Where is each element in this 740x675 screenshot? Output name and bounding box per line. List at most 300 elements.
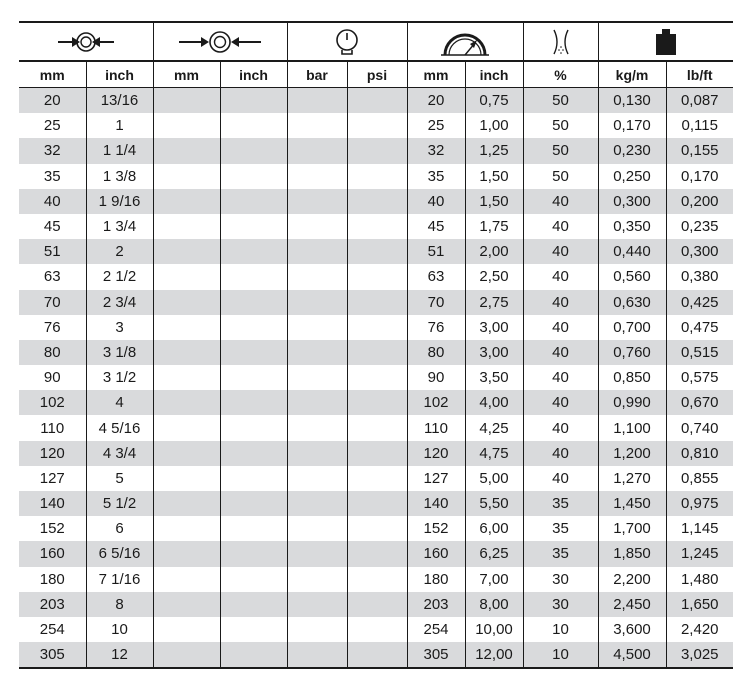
table-cell bbox=[220, 214, 287, 239]
table-cell bbox=[220, 642, 287, 668]
table-cell: 0,855 bbox=[666, 466, 733, 491]
table-cell: 0,087 bbox=[666, 88, 733, 114]
table-cell: 3,025 bbox=[666, 642, 733, 668]
table-cell: 3,00 bbox=[465, 315, 523, 340]
table-cell bbox=[347, 441, 407, 466]
table-cell bbox=[347, 340, 407, 365]
table-cell: 25 bbox=[43, 117, 61, 135]
table-cell: 180 bbox=[39, 570, 65, 588]
table-cell: 4,75 bbox=[465, 441, 523, 466]
table-row bbox=[19, 516, 733, 541]
table-cell: 1,00 bbox=[465, 113, 523, 138]
pressure-gauge-icon bbox=[332, 27, 362, 57]
table-cell: 0,670 bbox=[666, 390, 733, 415]
table-cell bbox=[220, 567, 287, 592]
table-cell bbox=[347, 365, 407, 390]
table-cell: 2 1/2 bbox=[86, 264, 153, 289]
table-cell bbox=[153, 88, 220, 114]
table-cell: 0,130 bbox=[598, 88, 666, 114]
table-cell: 1,480 bbox=[666, 567, 733, 592]
table-cell: 20 bbox=[19, 88, 86, 114]
table-cell: 1 1/4 bbox=[86, 138, 153, 163]
table-cell: 1,50 bbox=[465, 189, 523, 214]
table-cell: 51 bbox=[19, 239, 86, 264]
table-cell bbox=[220, 138, 287, 163]
hose-inner-diameter-icon bbox=[56, 30, 116, 54]
table-cell bbox=[220, 466, 287, 491]
unit-header: kg/m bbox=[598, 61, 666, 88]
table-cell bbox=[153, 516, 220, 541]
table-cell bbox=[347, 466, 407, 491]
table-cell: 0,115 bbox=[666, 113, 733, 138]
table-cell: 40 bbox=[523, 290, 598, 315]
table-cell: 10,00 bbox=[465, 617, 523, 642]
table-cell bbox=[153, 189, 220, 214]
table-row bbox=[19, 390, 733, 415]
table-cell: 0,300 bbox=[598, 189, 666, 214]
table-cell: 8,00 bbox=[465, 592, 523, 617]
table-cell: 3 1/8 bbox=[86, 340, 153, 365]
table-cell bbox=[153, 164, 220, 189]
table-cell bbox=[287, 441, 347, 466]
table-cell: 4 5/16 bbox=[86, 415, 153, 440]
table-cell: 1,850 bbox=[598, 541, 666, 566]
table-row bbox=[19, 567, 733, 592]
table-cell: 1,450 bbox=[598, 491, 666, 516]
table-cell: 5,50 bbox=[465, 491, 523, 516]
unit-header: mm bbox=[153, 61, 220, 88]
table-cell: 50 bbox=[523, 138, 598, 163]
table-cell: 180 bbox=[407, 567, 465, 592]
table-cell: 35 bbox=[407, 164, 465, 189]
table-row bbox=[19, 466, 733, 491]
table-cell bbox=[287, 541, 347, 566]
table-cell: 45 bbox=[43, 218, 61, 236]
table-row bbox=[19, 592, 733, 617]
table-cell: 40 bbox=[523, 214, 598, 239]
table-cell bbox=[153, 340, 220, 365]
table-cell: 40 bbox=[19, 189, 86, 214]
table-cell: 50 bbox=[523, 164, 598, 189]
table-cell: 90 bbox=[43, 369, 61, 387]
table-cell bbox=[220, 541, 287, 566]
table-cell: 1,200 bbox=[598, 441, 666, 466]
table-cell bbox=[287, 290, 347, 315]
unit-header: inch bbox=[86, 61, 153, 88]
table-cell bbox=[153, 113, 220, 138]
table-cell: 32 bbox=[19, 138, 86, 163]
table-cell: 203 bbox=[407, 592, 465, 617]
table-cell: 80 bbox=[407, 340, 465, 365]
table-row bbox=[19, 138, 733, 163]
hose-outer-diameter-icon bbox=[177, 30, 263, 54]
table-cell: 2,75 bbox=[465, 290, 523, 315]
table-cell bbox=[287, 239, 347, 264]
table-cell bbox=[347, 315, 407, 340]
table-cell bbox=[220, 415, 287, 440]
table-cell: 40 bbox=[523, 441, 598, 466]
table-cell: 25 bbox=[407, 113, 465, 138]
table-cell: 10 bbox=[523, 617, 598, 642]
table-cell: 102 bbox=[19, 390, 86, 415]
table-cell bbox=[220, 617, 287, 642]
table-cell: 8 bbox=[86, 592, 153, 617]
table-cell: 45 bbox=[407, 214, 465, 239]
table-cell bbox=[347, 189, 407, 214]
table-cell: 305 bbox=[407, 642, 465, 668]
table-cell: 4 3/4 bbox=[86, 441, 153, 466]
table-cell bbox=[153, 315, 220, 340]
table-cell: 7,00 bbox=[465, 567, 523, 592]
unit-header: mm bbox=[407, 61, 465, 88]
table-cell: 40 bbox=[523, 189, 598, 214]
table-cell: 0,740 bbox=[666, 415, 733, 440]
table-cell bbox=[347, 214, 407, 239]
table-cell: 3,600 bbox=[598, 617, 666, 642]
table-cell bbox=[220, 441, 287, 466]
table-cell bbox=[220, 164, 287, 189]
table-cell: 40 bbox=[523, 466, 598, 491]
table-cell: 0,350 bbox=[598, 214, 666, 239]
table-cell: 76 bbox=[407, 315, 465, 340]
table-cell bbox=[287, 617, 347, 642]
table-cell: 13/16 bbox=[86, 88, 153, 114]
table-cell bbox=[153, 390, 220, 415]
table-cell: 254 bbox=[407, 617, 465, 642]
table-cell bbox=[153, 491, 220, 516]
table-cell bbox=[153, 441, 220, 466]
table-cell bbox=[220, 315, 287, 340]
table-cell: 70 bbox=[407, 290, 465, 315]
table-row bbox=[19, 164, 733, 189]
table-cell: 110 bbox=[40, 419, 65, 437]
table-row bbox=[19, 415, 733, 440]
table-cell: 4 bbox=[86, 390, 153, 415]
table-cell: 2,450 bbox=[598, 592, 666, 617]
table-cell: 1,650 bbox=[666, 592, 733, 617]
table-cell: 10 bbox=[86, 617, 153, 642]
table-cell bbox=[347, 264, 407, 289]
weight-icon bbox=[652, 27, 680, 57]
table-row bbox=[19, 340, 733, 365]
table-cell bbox=[287, 592, 347, 617]
table-cell bbox=[347, 617, 407, 642]
table-cell: 50 bbox=[523, 113, 598, 138]
table-cell: 30 bbox=[523, 567, 598, 592]
table-cell: 1 3/8 bbox=[86, 164, 153, 189]
table-cell: 35 bbox=[523, 541, 598, 566]
table-cell bbox=[287, 264, 347, 289]
table-row bbox=[19, 491, 733, 516]
table-cell: 152 bbox=[39, 520, 65, 538]
table-cell: 254 bbox=[39, 621, 65, 639]
table-cell: 0,170 bbox=[666, 164, 733, 189]
table-cell: 40 bbox=[407, 189, 465, 214]
table-cell bbox=[347, 516, 407, 541]
table-cell bbox=[287, 491, 347, 516]
table-row bbox=[19, 88, 733, 114]
table-cell: 1 9/16 bbox=[86, 189, 153, 214]
table-cell: 7 1/16 bbox=[86, 567, 153, 592]
table-row bbox=[19, 541, 733, 566]
table-cell: 10 bbox=[523, 642, 598, 668]
table-cell bbox=[153, 290, 220, 315]
table-cell bbox=[347, 541, 407, 566]
table-cell: 0,155 bbox=[666, 138, 733, 163]
table-cell: 5 1/2 bbox=[86, 491, 153, 516]
table-cell: 0,990 bbox=[598, 390, 666, 415]
table-cell: 63 bbox=[43, 268, 61, 286]
table-cell: 5 bbox=[86, 466, 153, 491]
outer-diameter-header bbox=[153, 22, 287, 61]
table-row bbox=[19, 264, 733, 289]
table-cell: 3,00 bbox=[465, 340, 523, 365]
table-cell: 5,00 bbox=[465, 466, 523, 491]
table-cell: 40 bbox=[523, 340, 598, 365]
table-cell: 140 bbox=[407, 491, 465, 516]
table-cell bbox=[287, 138, 347, 163]
table-cell: 3 1/2 bbox=[86, 365, 153, 390]
table-cell bbox=[287, 315, 347, 340]
table-cell bbox=[153, 415, 220, 440]
table-cell: 0,630 bbox=[598, 290, 666, 315]
table-cell: 0,380 bbox=[666, 264, 733, 289]
table-cell bbox=[220, 88, 287, 114]
table-cell: 76 bbox=[43, 318, 61, 336]
table-cell bbox=[220, 239, 287, 264]
table-cell: 0,230 bbox=[598, 138, 666, 163]
table-cell: 160 bbox=[19, 541, 86, 566]
table-cell bbox=[347, 567, 407, 592]
table-cell: 1 bbox=[86, 113, 153, 138]
table-cell: 40 bbox=[523, 365, 598, 390]
table-cell bbox=[347, 138, 407, 163]
table-cell bbox=[347, 239, 407, 264]
table-cell: 0,515 bbox=[666, 340, 733, 365]
table-cell: 35 bbox=[523, 516, 598, 541]
table-cell: 1,270 bbox=[598, 466, 666, 491]
table-row bbox=[19, 290, 733, 315]
table-cell bbox=[287, 164, 347, 189]
table-cell: 0,235 bbox=[666, 214, 733, 239]
table-cell: 1,145 bbox=[666, 516, 733, 541]
table-cell bbox=[220, 390, 287, 415]
table-cell: 3,50 bbox=[465, 365, 523, 390]
table-cell: 0,425 bbox=[666, 290, 733, 315]
table-cell: 40 bbox=[523, 264, 598, 289]
table-cell: 32 bbox=[407, 138, 465, 163]
table-cell bbox=[153, 592, 220, 617]
table-cell bbox=[153, 138, 220, 163]
table-cell: 0,170 bbox=[598, 113, 666, 138]
table-cell: 0,575 bbox=[666, 365, 733, 390]
table-cell: 30 bbox=[523, 592, 598, 617]
table-cell bbox=[287, 390, 347, 415]
table-cell bbox=[220, 340, 287, 365]
table-cell: 40 bbox=[523, 390, 598, 415]
table-cell bbox=[347, 415, 407, 440]
table-cell: 40 bbox=[523, 315, 598, 340]
table-row bbox=[19, 315, 733, 340]
table-cell: 160 bbox=[407, 541, 465, 566]
table-cell bbox=[220, 290, 287, 315]
table-cell: 0,560 bbox=[598, 264, 666, 289]
table-cell bbox=[347, 642, 407, 668]
table-cell bbox=[153, 264, 220, 289]
table-cell: 70 bbox=[19, 290, 86, 315]
table-cell bbox=[287, 415, 347, 440]
table-cell: 1 3/4 bbox=[86, 214, 153, 239]
table-cell: 2,50 bbox=[465, 264, 523, 289]
table-cell: 120 bbox=[19, 441, 86, 466]
table-cell bbox=[220, 189, 287, 214]
table-row bbox=[19, 365, 733, 390]
table-cell: 40 bbox=[523, 239, 598, 264]
table-cell: 3 bbox=[86, 315, 153, 340]
table-cell bbox=[153, 541, 220, 566]
table-cell: 1,100 bbox=[598, 415, 666, 440]
table-cell bbox=[287, 214, 347, 239]
table-cell bbox=[287, 113, 347, 138]
table-cell: 102 bbox=[407, 390, 465, 415]
table-cell: 35 bbox=[523, 491, 598, 516]
table-cell: 80 bbox=[19, 340, 86, 365]
table-cell: 1,245 bbox=[666, 541, 733, 566]
table-cell: 127 bbox=[39, 469, 65, 487]
table-cell bbox=[287, 516, 347, 541]
table-cell: 2,00 bbox=[465, 239, 523, 264]
table-cell bbox=[220, 365, 287, 390]
hose-spec-table bbox=[19, 21, 733, 669]
table-cell bbox=[287, 88, 347, 114]
unit-header: psi bbox=[347, 61, 407, 88]
table-cell: 305 bbox=[19, 642, 86, 668]
table-cell: 0,810 bbox=[666, 441, 733, 466]
table-cell bbox=[153, 642, 220, 668]
inner-diameter-header bbox=[19, 22, 153, 61]
table-cell bbox=[287, 189, 347, 214]
table-cell: 6,00 bbox=[465, 516, 523, 541]
table-row bbox=[19, 617, 733, 642]
unit-header: lb/ft bbox=[666, 61, 733, 88]
table-cell: 120 bbox=[407, 441, 465, 466]
unit-header: inch bbox=[220, 61, 287, 88]
vacuum-icon bbox=[549, 27, 573, 57]
table-cell: 2 bbox=[86, 239, 153, 264]
table-row bbox=[19, 441, 733, 466]
bend-radius-header bbox=[407, 22, 523, 61]
table-cell: 2,420 bbox=[666, 617, 733, 642]
table-cell: 1,25 bbox=[465, 138, 523, 163]
table-cell: 0,75 bbox=[465, 88, 523, 114]
table-cell bbox=[347, 491, 407, 516]
table-row bbox=[19, 189, 733, 214]
table-cell bbox=[220, 264, 287, 289]
table-cell: 12 bbox=[86, 642, 153, 668]
table-cell: 50 bbox=[523, 88, 598, 114]
table-cell bbox=[347, 390, 407, 415]
table-cell bbox=[220, 592, 287, 617]
table-cell: 0,850 bbox=[598, 365, 666, 390]
table-cell bbox=[347, 88, 407, 114]
table-cell bbox=[153, 214, 220, 239]
table-body bbox=[19, 88, 733, 669]
table-cell bbox=[287, 466, 347, 491]
table-cell: 127 bbox=[407, 466, 465, 491]
table-cell: 1,700 bbox=[598, 516, 666, 541]
table-cell: 1,50 bbox=[465, 164, 523, 189]
table-cell: 4,25 bbox=[465, 415, 523, 440]
table-cell: 0,300 bbox=[666, 239, 733, 264]
table-cell: 1,75 bbox=[465, 214, 523, 239]
table-cell bbox=[153, 617, 220, 642]
table-row bbox=[19, 642, 733, 668]
table-cell: 2 3/4 bbox=[86, 290, 153, 315]
table-cell: 203 bbox=[19, 592, 86, 617]
table-cell bbox=[153, 466, 220, 491]
table-cell: 4,00 bbox=[465, 390, 523, 415]
table-cell bbox=[347, 592, 407, 617]
table-cell: 6 5/16 bbox=[86, 541, 153, 566]
table-cell bbox=[287, 365, 347, 390]
table-row bbox=[19, 239, 733, 264]
weight-header bbox=[598, 22, 733, 61]
table-cell bbox=[287, 567, 347, 592]
table-cell: 20 bbox=[407, 88, 465, 114]
table-cell: 4,500 bbox=[598, 642, 666, 668]
table-cell bbox=[287, 340, 347, 365]
table-row bbox=[19, 214, 733, 239]
table-cell bbox=[153, 239, 220, 264]
table-cell: 152 bbox=[407, 516, 465, 541]
table-cell: 140 bbox=[19, 491, 86, 516]
table-cell: 2,200 bbox=[598, 567, 666, 592]
table-cell bbox=[347, 290, 407, 315]
table-cell bbox=[153, 567, 220, 592]
table-cell: 0,200 bbox=[666, 189, 733, 214]
bend-radius-icon bbox=[435, 27, 495, 57]
table-cell bbox=[347, 113, 407, 138]
unit-header: inch bbox=[465, 61, 523, 88]
vacuum-header bbox=[523, 22, 598, 61]
table-cell: 6 bbox=[86, 516, 153, 541]
table-cell: 0,250 bbox=[598, 164, 666, 189]
table-cell bbox=[347, 164, 407, 189]
table-cell bbox=[220, 491, 287, 516]
spec-table-container bbox=[19, 21, 733, 669]
table-cell: 0,975 bbox=[666, 491, 733, 516]
table-cell bbox=[220, 113, 287, 138]
table-cell: 90 bbox=[407, 365, 465, 390]
table-cell bbox=[153, 365, 220, 390]
table-cell: 6,25 bbox=[465, 541, 523, 566]
table-cell: 0,475 bbox=[666, 315, 733, 340]
table-cell: 63 bbox=[407, 264, 465, 289]
table-cell: 35 bbox=[43, 167, 61, 185]
table-cell: 51 bbox=[407, 239, 465, 264]
unit-header: bar bbox=[287, 61, 347, 88]
table-cell: 0,760 bbox=[598, 340, 666, 365]
table-row bbox=[19, 113, 733, 138]
unit-header: mm bbox=[19, 61, 86, 88]
unit-header: % bbox=[523, 61, 598, 88]
table-cell: 40 bbox=[523, 415, 598, 440]
table-cell: 110 bbox=[407, 415, 465, 440]
pressure-header bbox=[287, 22, 407, 61]
table-cell: 12,00 bbox=[465, 642, 523, 668]
table-cell: 0,440 bbox=[598, 239, 666, 264]
table-cell: 0,700 bbox=[598, 315, 666, 340]
